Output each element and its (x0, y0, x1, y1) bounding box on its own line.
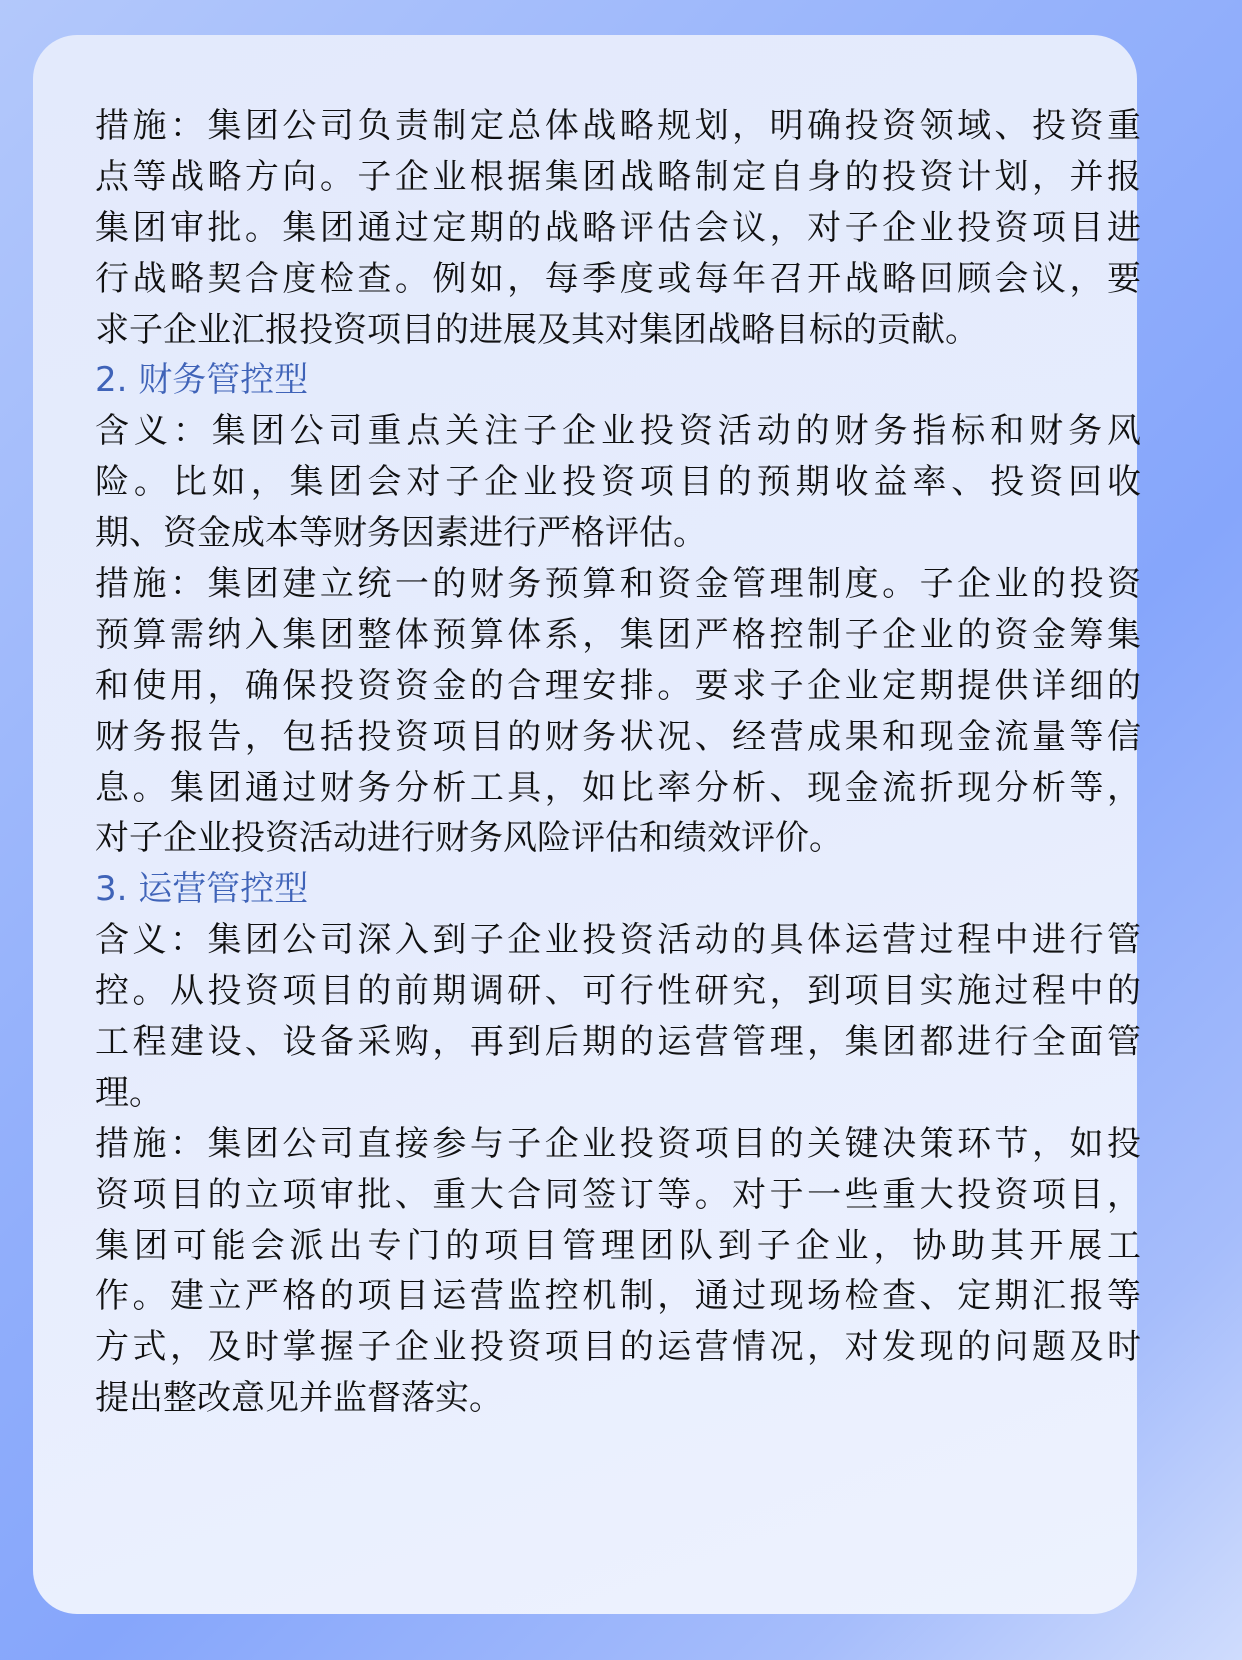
article-body (95, 101, 1141, 1424)
measures-operational-text: 措施：集团公司直接参与子企业投资项目的关键决策环节，如投 (95, 1123, 1141, 1164)
measures-operational-text: 提出整改意见并监督落实。 (95, 1378, 503, 1419)
measures-financial-text: 和使用，确保投资资金的合理安排。要求子企业定期提供详细的 (95, 665, 1141, 706)
measures-financial-text: 预算需纳入集团整体预算体系，集团严格控制子企业的资金筹集 (95, 614, 1141, 655)
meaning-operational-text: 含义：集团公司深入到子企业投资活动的具体运营过程中进行管 (95, 920, 1141, 961)
measures-operational-text: 集团可能会派出专门的项目管理团队到子企业，协助其开展工 (95, 1225, 1141, 1266)
meaning-operational-text: 工程建设、设备采购，再到后期的运营管理，集团都进行全面管 (95, 1022, 1141, 1063)
meaning-financial-text: 期、资金成本等财务因素进行严格评估。 (95, 513, 707, 554)
measures-financial-text: 财务报告，包括投资项目的财务状况、经营成果和现金流量等信 (95, 716, 1141, 757)
measures-operational-text: 作。建立严格的项目运营监控机制，通过现场检查、定期汇报等 (95, 1276, 1141, 1317)
meaning-operational-text: 理。 (95, 1072, 163, 1113)
measures-financial-text: 措施：集团建立统一的财务预算和资金管理制度。子企业的投资 (95, 564, 1141, 605)
measures-strategic-text: 点等战略方向。子企业根据集团战略制定自身的投资计划，并报 (95, 156, 1141, 197)
measures-strategic-text: 措施：集团公司负责制定总体战略规划，明确投资领域、投资重 (95, 106, 1141, 146)
section-heading-financial-control: 2. 财务管控型 (95, 360, 309, 401)
meaning-financial-text: 含义：集团公司重点关注子企业投资活动的财务指标和财务风 (95, 411, 1141, 452)
content-card (33, 35, 1141, 1614)
meaning-financial-text: 险。比如，集团会对子企业投资项目的预期收益率、投资回收 (95, 462, 1141, 503)
meaning-operational-text: 控。从投资项目的前期调研、可行性研究，到项目实施过程中的 (95, 971, 1141, 1012)
measures-financial-text: 息。集团通过财务分析工具，如比率分析、现金流折现分析等， (95, 767, 1141, 808)
measures-operational-text: 资项目的立项审批、重大合同签订等。对于一些重大投资项目， (95, 1174, 1141, 1215)
measures-strategic-text: 求子企业汇报投资项目的进展及其对集团战略目标的贡献。 (95, 309, 979, 350)
measures-operational-text: 方式，及时掌握子企业投资项目的运营情况，对发现的问题及时 (95, 1327, 1141, 1368)
measures-strategic-text: 行战略契合度检查。例如，每季度或每年召开战略回顾会议，要 (95, 258, 1141, 299)
measures-financial-text: 对子企业投资活动进行财务风险评估和绩效评价。 (95, 818, 843, 859)
section-heading-operational-control: 3. 运营管控型 (95, 869, 309, 910)
measures-strategic-text: 集团审批。集团通过定期的战略评估会议，对子企业投资项目进 (95, 207, 1141, 248)
